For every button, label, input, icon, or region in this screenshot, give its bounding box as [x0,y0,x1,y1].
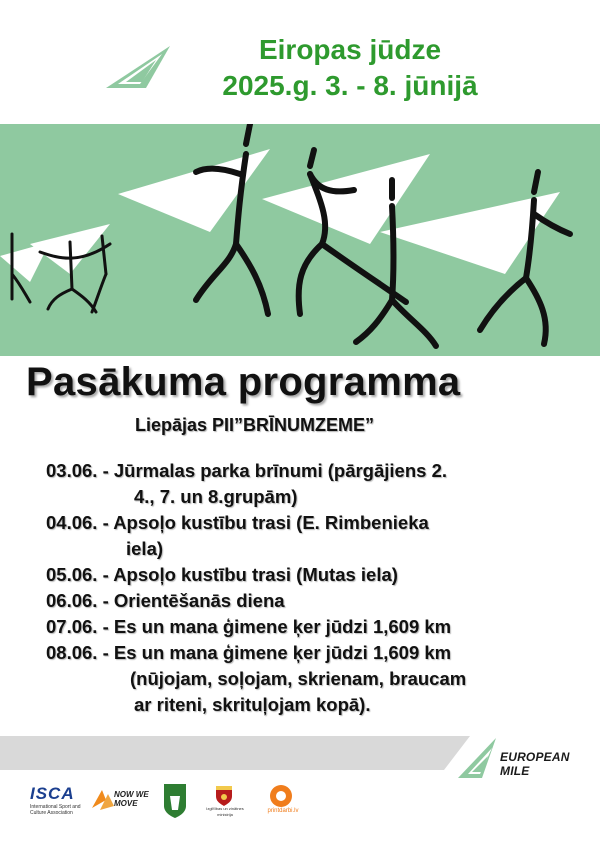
now-we-move-icon [92,788,114,812]
schedule-item [46,510,596,562]
isca-wordmark: ISCA [30,784,75,803]
schedule-line: 4., 7. un 8.grupām) [134,486,298,507]
runners-banner [0,124,600,356]
event-name: Eiropas jūdze [258,34,442,65]
schedule-line: (nūjojam, soļojam, skrienam, braucam [130,668,467,689]
ministry-subtext: Izglītības un zinātnes ministrija [206,806,244,817]
schedule-item [46,458,596,510]
schedule-line: iela) [126,538,164,559]
schedule-line: 03.06. - Jūrmalas parka brīnumi (pārgājiens 2. [46,460,448,481]
printdarbi-icon [268,784,294,808]
schedule-item [46,614,596,640]
schedule-item [46,640,596,718]
printdarbi-logo [258,784,308,820]
schedule-list [46,458,596,718]
now-we-move-logo [92,784,154,820]
ministry-logo [200,784,250,820]
schedule-line: 08.06. - Es un mana ģimene ķer jūdzi 1,609 km [46,642,452,663]
shield-icon [162,784,188,818]
european-mile-label: EUROPEAN MILE [500,750,570,778]
schedule-line: 06.06. - Orientēšanās diena [46,590,285,611]
isca-logo [30,784,88,820]
schedule-line: 07.06. - Es un mana ģimene ķer jūdzi 1,609 km [46,616,452,637]
schedule-line: 04.06. - Apsoļo kustību trasi (E. Rimbenieka [46,512,429,533]
event-title [0,32,600,104]
schedule-line: ar riteni, skrituļojam kopā). [134,694,371,715]
schedule-line: 05.06. - Apsoļo kustību trasi (Mutas iela) [46,564,398,585]
printdarbi-text: printdarbi.lv [267,808,299,814]
schedule-item [46,562,596,588]
venue-subtitle: Liepājas PII”BRĪNUMZEME” [135,415,375,435]
program-title: Pasākuma programma [26,360,461,404]
isca-subtext: International Sport and Culture Association [30,804,81,816]
event-dates: 2025.g. 3. - 8. jūnijā [222,70,478,101]
city-coat-of-arms-logo [162,784,188,820]
now-we-move-text: NOW WE MOVE [114,790,149,808]
schedule-item [46,588,596,614]
coat-of-arms-icon [212,784,236,806]
